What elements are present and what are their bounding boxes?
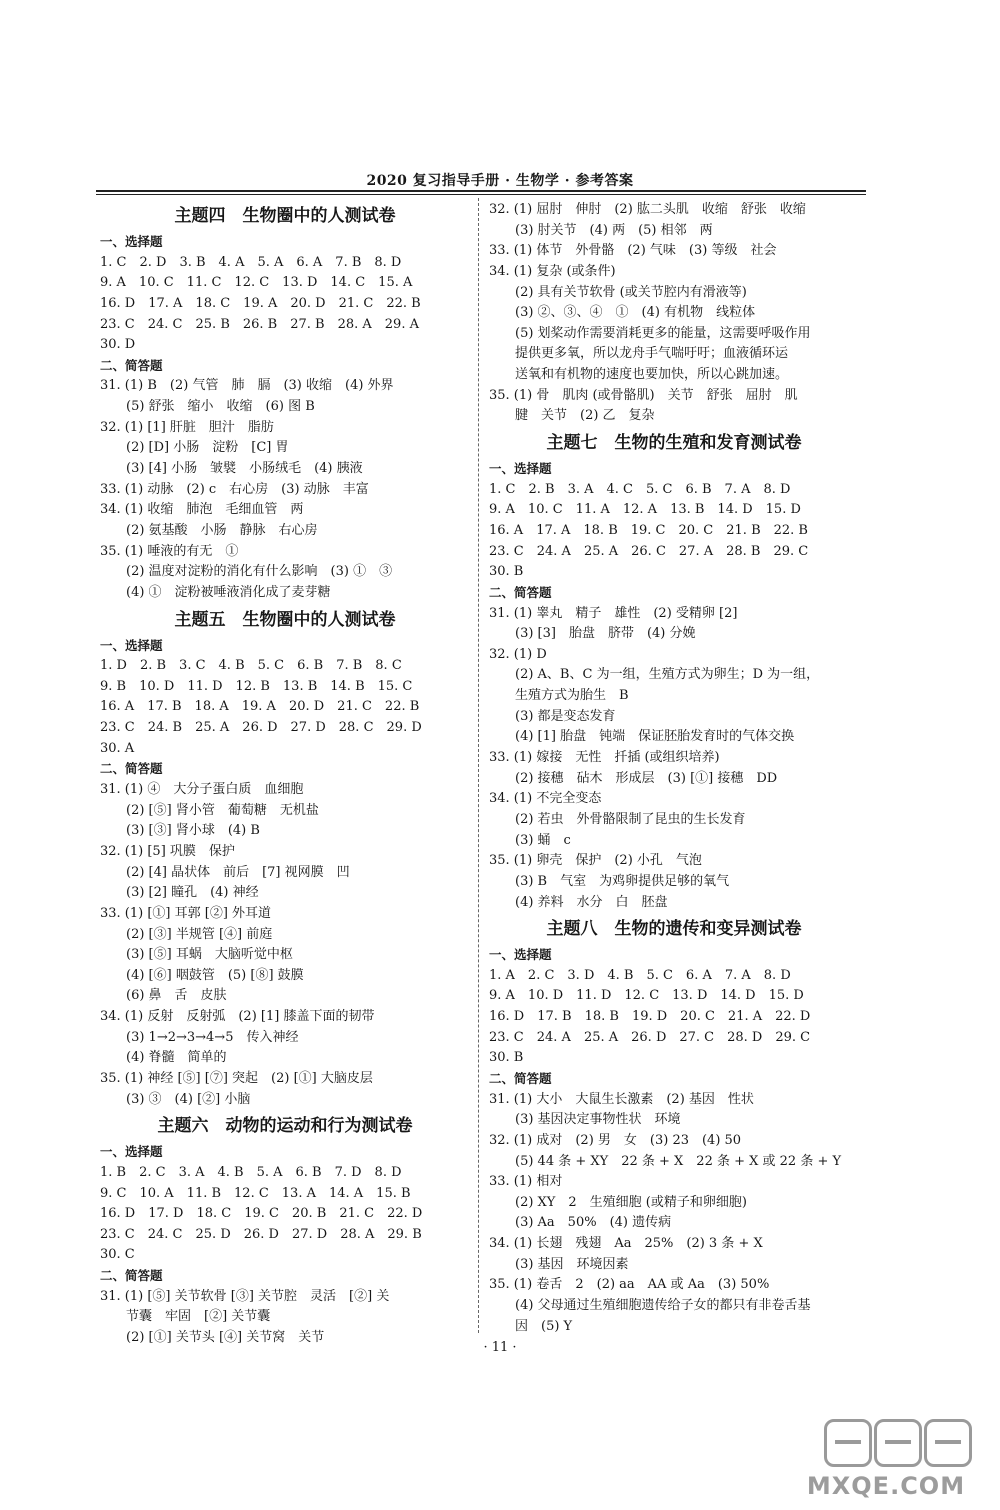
topic-title: 主题七 生物的生殖和发育测试卷 — [546, 433, 802, 454]
column-divider — [478, 198, 479, 1333]
topic-title: 主题四 生物圈中的人测试卷 — [174, 206, 396, 226]
section-heading: 二、简答题 — [489, 1070, 552, 1086]
answer-line: 32. (1) D — [489, 646, 547, 662]
answer-line: 9. C 10. A 11. B 12. C 13. A 14. A 15. B — [100, 1185, 411, 1201]
answer-line: (3) [4] 小肠 皱襞 小肠绒毛 (4) 胰液 — [100, 461, 363, 477]
answer-line: (3) Aa 50% (4) 遗传病 — [489, 1215, 672, 1231]
answer-line: (3) 1→2→3→4→5 传入神经 — [100, 1029, 299, 1045]
watermark-glyph-icon — [874, 1419, 922, 1467]
answer-line: (3) [③] 肾小球 (4) B — [100, 823, 260, 839]
answer-line: 因 (5) Y — [489, 1318, 573, 1334]
answer-line: 34. (1) 收缩 肺泡 毛细血管 两 — [100, 502, 304, 518]
answer-line: 31. (1) ④ 大分子蛋白质 血细胞 — [100, 782, 304, 798]
answer-line: (3) 蛹 c — [489, 832, 571, 848]
answer-line: (2) 温度对淀粉的消化有什么影响 (3) ① ③ — [100, 564, 393, 580]
answer-line: 23. C 24. B 25. A 26. D 27. D 28. C 29. D — [100, 720, 422, 736]
header-rule — [96, 190, 866, 195]
answer-line: 30. C — [100, 1247, 135, 1263]
section-heading: 一、选择题 — [489, 461, 552, 477]
answer-line: 30. B — [489, 1050, 524, 1066]
answer-line: (3) ②、③、④ ① (4) 有机物 线粒体 — [489, 305, 756, 321]
answer-line: (5) 舒张 缩小 收缩 (6) 图 B — [100, 399, 315, 415]
answer-line: (3) [2] 瞳孔 (4) 神经 — [100, 885, 259, 901]
answer-line: 34. (1) 不完全变态 — [489, 791, 602, 807]
answer-line: 35. (1) 骨 肌肉 (或骨骼肌) 关节 舒张 屈肘 肌 — [489, 387, 798, 403]
answer-line: (6) 鼻 舌 皮肤 — [100, 988, 227, 1004]
answer-line: (2) XY 2 生殖细胞 (或精子和卵细胞) — [489, 1194, 747, 1210]
answer-line: (4) ① 淀粉被唾液消化成了麦芽糖 — [100, 584, 331, 600]
watermark-logo-icon — [818, 1418, 978, 1468]
answer-line: (2) [4] 晶状体 前后 [7] 视网膜 凹 — [100, 864, 350, 880]
answer-line: (2) 氨基酸 小肠 静脉 右心房 — [100, 522, 318, 538]
answer-line: 9. A 10. C 11. A 12. A 13. B 14. D 15. D — [489, 502, 801, 518]
answer-line: 9. B 10. D 11. D 12. B 13. B 14. B 15. C — [100, 678, 413, 694]
section-heading: 二、简答题 — [100, 357, 163, 373]
answer-line: 9. A 10. D 11. D 12. C 13. D 14. D 15. D — [489, 988, 804, 1004]
section-heading: 二、简答题 — [100, 761, 163, 777]
answer-line: 34. (1) 复杂 (或条件) — [489, 263, 616, 279]
answer-line: (2) A、B、C 为一组，生殖方式为卵生；D 为一组， — [489, 667, 820, 683]
answer-line: 23. C 24. C 25. B 26. B 27. B 28. A 29. A — [100, 316, 419, 332]
section-heading: 二、简答题 — [100, 1268, 163, 1284]
answer-line: 23. C 24. A 25. A 26. D 27. C 28. D 29. C — [489, 1029, 811, 1045]
answer-line: 1. B 2. C 3. A 4. B 5. A 6. B 7. D 8. D — [100, 1164, 402, 1180]
answer-line: 9. A 10. C 11. C 12. C 13. D 14. C 15. A — [100, 275, 413, 291]
answer-line: 16. A 17. A 18. B 19. C 20. C 21. B 22. B — [489, 522, 808, 538]
section-heading: 一、选择题 — [100, 234, 163, 249]
answer-line: 30. D — [100, 337, 136, 353]
section-heading: 二、简答题 — [489, 584, 552, 600]
answer-line: 31. (1) 睾丸 精子 雄性 (2) 受精卵 [2] — [489, 605, 738, 621]
answer-line: (3) B 气室 为鸡卵提供足够的氧气 — [489, 873, 730, 889]
answer-line: 32. (1) [5] 巩膜 保护 — [100, 843, 235, 859]
answer-line: 生殖方式为胎生 B — [489, 688, 629, 704]
answer-line: 31. (1) B (2) 气管 肺 膈 (3) 收缩 (4) 外界 — [100, 378, 394, 394]
answer-line: 1. D 2. B 3. C 4. B 5. C 6. B 7. B 8. C — [100, 658, 402, 674]
topic-title: 主题六 动物的运动和行为测试卷 — [157, 1116, 413, 1137]
answer-line: (3) 都是变态发育 — [489, 708, 616, 724]
answer-line: 35. (1) 卷舌 2 (2) aa AA 或 Aa (3) 50% — [489, 1277, 770, 1293]
answer-line: 35. (1) 神经 [⑤] [⑦] 突起 (2) [①] 大脑皮层 — [100, 1070, 373, 1086]
answer-line: (4) [1] 胎盘 钝端 保证胚胎发育时的气体交换 — [489, 729, 795, 745]
answer-line: (3) 肘关节 (4) 两 (5) 相邻 两 — [489, 222, 713, 238]
answer-line: 16. D 17. A 18. C 19. A 20. D 21. C 22. B — [100, 295, 421, 311]
answer-line: (2) [①] 关节头 [④] 关节窝 关节 — [100, 1330, 325, 1346]
topic-title: 主题五 生物圈中的人测试卷 — [174, 609, 396, 630]
answer-line: 32. (1) [1] 肝脏 胆汁 脂肪 — [100, 419, 274, 435]
watermark-glyph-icon — [924, 1419, 972, 1467]
answer-line: 16. D 17. D 18. C 19. C 20. B 21. C 22. D — [100, 1206, 423, 1222]
answer-line: 33. (1) 相对 — [489, 1174, 563, 1190]
answer-line: (2) [⑤] 肾小管 葡萄糖 无机盐 — [100, 802, 319, 818]
answer-line: (5) 划桨动作需要消耗更多的能量，这需要呼吸作用 — [489, 325, 811, 341]
answer-line: 23. C 24. A 25. A 26. C 27. A 28. B 29. C — [489, 543, 809, 559]
topic-title: 主题八 生物的遗传和变异测试卷 — [546, 919, 802, 940]
answer-line: (3) ③ (4) [②] 小脑 — [100, 1091, 251, 1107]
answer-line: 16. D 17. B 18. B 19. D 20. C 21. A 22. D — [489, 1009, 811, 1025]
answer-line: (2) [③] 半规管 [④] 前庭 — [100, 926, 273, 942]
answer-line: 腱 关节 (2) 乙 复杂 — [489, 408, 655, 424]
answer-line: 31. (1) [⑤] 关节软骨 [③] 关节腔 灵活 [②] 关 — [100, 1288, 390, 1304]
answer-line: (3) [3] 胎盘 脐带 (4) 分娩 — [489, 626, 696, 642]
section-heading: 一、选择题 — [100, 637, 163, 653]
answer-line: (5) 44 条 + XY 22 条 + X 22 条 + X 或 22 条 + Y — [489, 1153, 842, 1169]
answer-line: (4) 脊髓 简单的 — [100, 1050, 227, 1066]
answer-line: 30. B — [489, 564, 524, 580]
answer-line: 30. A — [100, 740, 135, 756]
page-header-title: 2020 复习指导手册 · 生物学 · 参考答案 — [366, 173, 634, 189]
answer-line: 33. (1) 体节 外骨骼 (2) 气味 (3) 等级 社会 — [489, 243, 777, 259]
left-column — [100, 200, 470, 1349]
answer-line: (3) [⑤] 耳蜗 大脑听觉中枢 — [100, 947, 293, 963]
right-column — [489, 200, 859, 1337]
answer-line: 32. (1) 屈肘 伸肘 (2) 肱二头肌 收缩 舒张 收缩 — [489, 202, 806, 217]
answer-line: 35. (1) 唾液的有无 ① — [100, 543, 239, 559]
watermark-glyph-icon — [824, 1419, 872, 1467]
answer-line: (3) 基因 环境因素 — [489, 1256, 629, 1272]
answer-line: 34. (1) 长翅 残翅 Aa 25% (2) 3 条 + X — [489, 1236, 763, 1252]
section-heading: 一、选择题 — [489, 947, 552, 963]
answer-line: 1. C 2. D 3. B 4. A 5. A 6. A 7. B 8. D — [100, 254, 402, 270]
answer-line: (2) 接穗 砧木 形成层 (3) [①] 接穗 DD — [489, 770, 778, 786]
answer-line: (2) 若虫 外骨骼限制了昆虫的生长发育 — [489, 811, 746, 827]
answer-line: 31. (1) 大小 大鼠生长激素 (2) 基因 性状 — [489, 1091, 754, 1107]
answer-line: (2) [D] 小肠 淀粉 [C] 胃 — [100, 440, 289, 456]
page-number: · 11 · — [483, 1340, 517, 1355]
answer-line: 1. A 2. C 3. D 4. B 5. C 6. A 7. A 8. D — [489, 967, 791, 983]
answer-line: 23. C 24. C 25. D 26. D 27. D 28. A 29. B — [100, 1226, 422, 1242]
answer-line: (2) 具有关节软骨 (或关节腔内有滑液等) — [489, 284, 747, 300]
answer-line: (4) 养料 水分 白 胚盘 — [489, 894, 668, 910]
answer-line: 32. (1) 成对 (2) 男 女 (3) 23 (4) 50 — [489, 1132, 742, 1148]
answer-line: 35. (1) 卵壳 保护 (2) 小孔 气泡 — [489, 853, 702, 869]
answer-line: 1. C 2. B 3. A 4. C 5. C 6. B 7. A 8. D — [489, 481, 791, 497]
section-heading: 一、选择题 — [100, 1144, 163, 1160]
answer-line: 33. (1) 嫁接 无性 扦插 (或组织培养) — [489, 750, 720, 766]
answer-line: (4) 父母通过生殖细胞遗传给子女的都只有非卷舌基 — [489, 1298, 811, 1314]
answer-line: 16. A 17. B 18. A 19. A 20. D 21. C 22. B — [100, 699, 420, 715]
answer-line: (3) 基因决定事物性状 环境 — [489, 1112, 681, 1128]
watermark-url: MXQE.COM — [806, 1472, 966, 1500]
answer-line: 34. (1) 反射 反射弧 (2) [1] 膝盖下面的韧带 — [100, 1009, 375, 1025]
answer-line: 节囊 牢固 [②] 关节囊 — [100, 1309, 271, 1325]
answer-line: 送氧和有机物的速度也要加快，所以心跳加速。 — [489, 367, 789, 383]
answer-line: 33. (1) [①] 耳郭 [②] 外耳道 — [100, 905, 272, 921]
answer-line: 提供更多氧，所以龙舟手气喘吁吁；血液循环运 — [489, 346, 789, 362]
answer-line: (4) [⑥] 咽鼓管 (5) [⑧] 鼓膜 — [100, 967, 304, 983]
answer-line: 33. (1) 动脉 (2) c 右心房 (3) 动脉 丰富 — [100, 481, 369, 497]
